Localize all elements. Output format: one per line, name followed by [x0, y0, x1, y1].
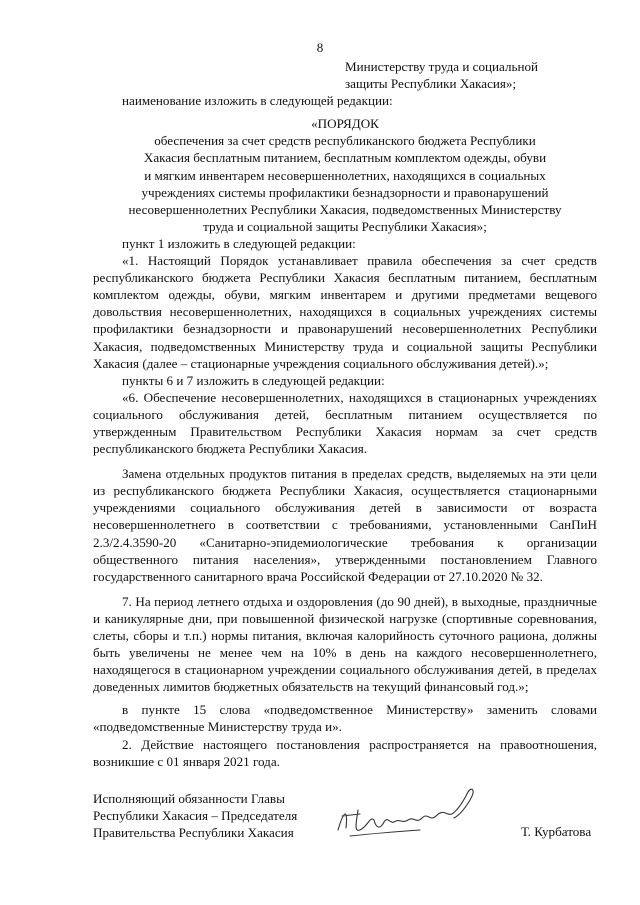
- ministry-line-2: защиты Республики Хакасия»;: [345, 76, 517, 92]
- signoff-line: Исполняющий обязанности Главы: [93, 791, 285, 806]
- handwritten-signature: [330, 780, 490, 850]
- paragraph-item1-intro: пункт 1 изложить в следующей редакции:: [122, 235, 356, 251]
- order-subtitle-line: учреждениях системы профилактики безнадзорности и правонарушений: [141, 184, 549, 200]
- signoff-line: Республики Хакасия – Председателя: [93, 808, 298, 824]
- paragraph-item6: «6. Обеспечение несовершеннолетних, находящихся в стационарных учреждениях социального обслуживания детей, бесплатным питанием осуществляется по утвержденным Правительством Республики Хакасия нормам за счет средств республиканского бюджета Республики Хакасия.: [93, 389, 597, 457]
- ministry-line-1: Министерству труда и социальной: [345, 59, 539, 74]
- order-subtitle-line: несовершеннолетних Республики Хакасия, подведомственных Министерству: [128, 201, 562, 217]
- page-number: 8: [316, 40, 324, 55]
- paragraph-item7: 7. На период летнего отдыха и оздоровления (до 90 дней), в выходные, праздничные и каникулярные дни, при повышенной физической нагрузке (спортивные соревнования, слеты, сборы и т.п.) нормы питания, включая калорийность суточного рациона, должны быть увеличены не менее чем на 10% в день на каждого несовершеннолетнего, находящегося в стационарном учреждении социального обслуживания детей, в пределах доведенных лимитов бюджетных обязательств на текущий финансовый год.»;: [93, 593, 597, 695]
- order-subtitle-line: Хакасия бесплатным питанием, бесплатным комплектом одежды, обуви: [143, 150, 547, 166]
- intro-line: наименование изложить в следующей редакции:: [122, 93, 393, 109]
- signoff-line: Правительства Республики Хакасия: [93, 825, 294, 841]
- paragraph-item15: в пункте 15 слова «подведомственное Министерству» заменить словами «подведомственные Министерству труда и».: [93, 702, 597, 735]
- signer-name: Т. Курбатова: [521, 824, 592, 839]
- paragraph-items67-intro: пункты 6 и 7 изложить в следующей редакции:: [122, 372, 385, 388]
- paragraph-item1: «1. Настоящий Порядок устанавливает правила обеспечения за счет средств республиканского бюджета Республики Хакасия бесплатным питанием, бесплатным комплектом одежды, обуви, мягким инвентарем и другими предметами вещевого довольствия несовершеннолетних, находящихся в социальных учреждениях системы профилактики безнадзорности и правонарушений несовершеннолетних Республики Хакасия, подведомственных Министерству труда и социальной защиты Республики Хакасия (далее – стационарные учреждения социального обслуживания детей).»;: [93, 253, 597, 371]
- paragraph-food-replacement: Замена отдельных продуктов питания в пределах средств, выделяемых на эти цели из республиканского бюджета Республики Хакасия, осуществляется стационарными учреждениями социального обслуживания детей в зависимости от возраста несовершеннолетнего в соответствии с требованиями, установленными СанПиН 2.3/2.4.3590-20 «Санитарно-эпидемиологические требования к организации общественного питания населения», утвержденными постановлением Главного государственного санитарного врача Российской Федерации от 27.10.2020 № 32.: [93, 466, 597, 584]
- paragraph-effect: 2. Действие настоящего постановления распространяется на правоотношения, возникшие с 01 января 2021 года.: [93, 736, 597, 769]
- document-body: [93, 58, 597, 770]
- order-subtitle-line: труда и социальной защиты Республики Хакасия»;: [203, 218, 487, 234]
- order-subtitle-line: и мягким инвентарем несовершеннолетних, находящихся в социальных: [144, 167, 546, 183]
- order-title: «ПОРЯДОК: [311, 116, 379, 132]
- order-subtitle-line: обеспечения за счет средств республиканского бюджета Республики: [154, 133, 536, 149]
